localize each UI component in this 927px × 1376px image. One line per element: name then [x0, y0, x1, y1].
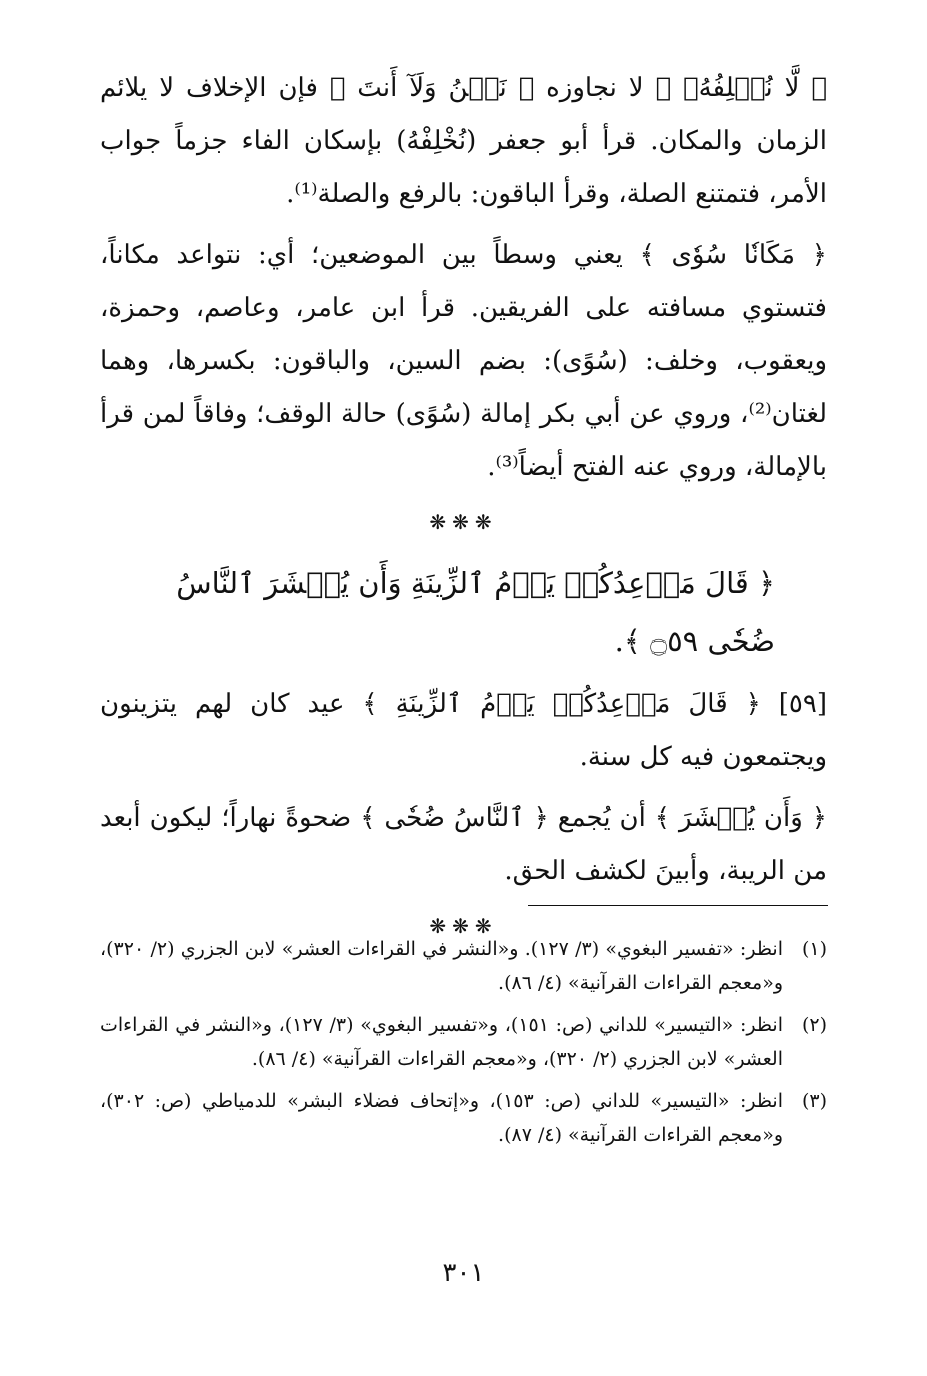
footnote-text: انظر: «التيسير» للداني (ص: ١٥٣)، و«إتحاف فضلاء البشر» للدمياطي (ص: ٣٠٢)، و«معجم القراءات القرآنية» (٤/ ٨٧). [100, 1090, 783, 1146]
footnote-number: (١) [801, 938, 827, 960]
main-text [100, 62, 827, 958]
footnote [100, 1084, 827, 1152]
footnote-number: (٣) [801, 1090, 827, 1112]
page-number: ٣٠١ [442, 1258, 485, 1288]
paragraph-4: ﴿ وَأَن يُحۡشَرَ ﴾ أن يُجمع ﴿ ٱلنَّاسُ ضُحٗى ﴾ ضحوةً نهاراً؛ ليكون أبعد من الريبة، وأبينَ لكشف الحق. [100, 803, 827, 886]
section-separator: ❋❋❋ [429, 510, 498, 534]
footnotes [100, 932, 827, 1160]
footnote-text: انظر: «تفسير البغوي» (٣/ ١٢٧). و«النشر في القراءات العشر» لابن الجزري (٢/ ٣٢٠)، و«معجم القراءات القرآنية» (٤/ ٨٦). [100, 938, 783, 994]
paragraph-1: ﴿ لَّا نُخۡلِفُهُۥ ﴾ لا نجاوزه ﴿ نَحۡنُ وَلَآ أَنتَ ﴾ فإن الإخلاف لا يلائم الزمان والمكان. قرأ أبو جعفر (نُخْلِفْهُ) بإسكان الفاء جزماً جواب الأمر، فتمتنع الصلة، وقرأ الباقون: بالرفع والصلة⁽¹⁾. [100, 73, 827, 209]
section-separator-2: ❋❋❋ [429, 914, 498, 938]
paragraph-2: ﴿ مَكَانٗا سُوٗى ﴾ يعني وسطاً بين الموضعين؛ أي: نتواعد مكاناً، فتستوي مسافته على الفريقين. قرأ ابن عامر، وعاصم، وحمزة، ويعقوب، وخلف: (سُوًى): بضم السين، والباقون: بكسرها، وهما لغتان⁽²⁾، وروي عن أبي بكر إمالة (سُوًى) حالة الوقف؛ وفاقاً لمن قرأ بالإمالة، وروي عنه الفتح أيضاً⁽³⁾. [100, 240, 827, 482]
footnote-divider [528, 905, 828, 906]
quran-verse: ﴿ قَالَ مَوۡعِدُكُمۡ يَوۡمُ ٱلزِّينَةِ وَأَن يُحۡشَرَ ٱلنَّاسُ ضُحٗى ۝٥٩ ﴾. [176, 566, 775, 658]
footnote [100, 932, 827, 1000]
footnote-text: انظر: «التيسير» للداني (ص: ١٥١)، و«تفسير البغوي» (٣/ ١٢٧)، و«النشر في القراءات العشر» لابن الجزري (٢/ ٣٢٠)، و«معجم القراءات القرآنية» (٤/ ٨٦). [100, 1014, 783, 1070]
footnote-number: (٢) [801, 1014, 827, 1036]
paragraph-3: [٥٩] ﴿ قَالَ مَوۡعِدُكُمۡ يَوۡمُ ٱلزِّينَةِ ﴾ عيد كان لهم يتزينون ويجتمعون فيه كل سنة. [100, 689, 827, 772]
footnote [100, 1008, 827, 1076]
